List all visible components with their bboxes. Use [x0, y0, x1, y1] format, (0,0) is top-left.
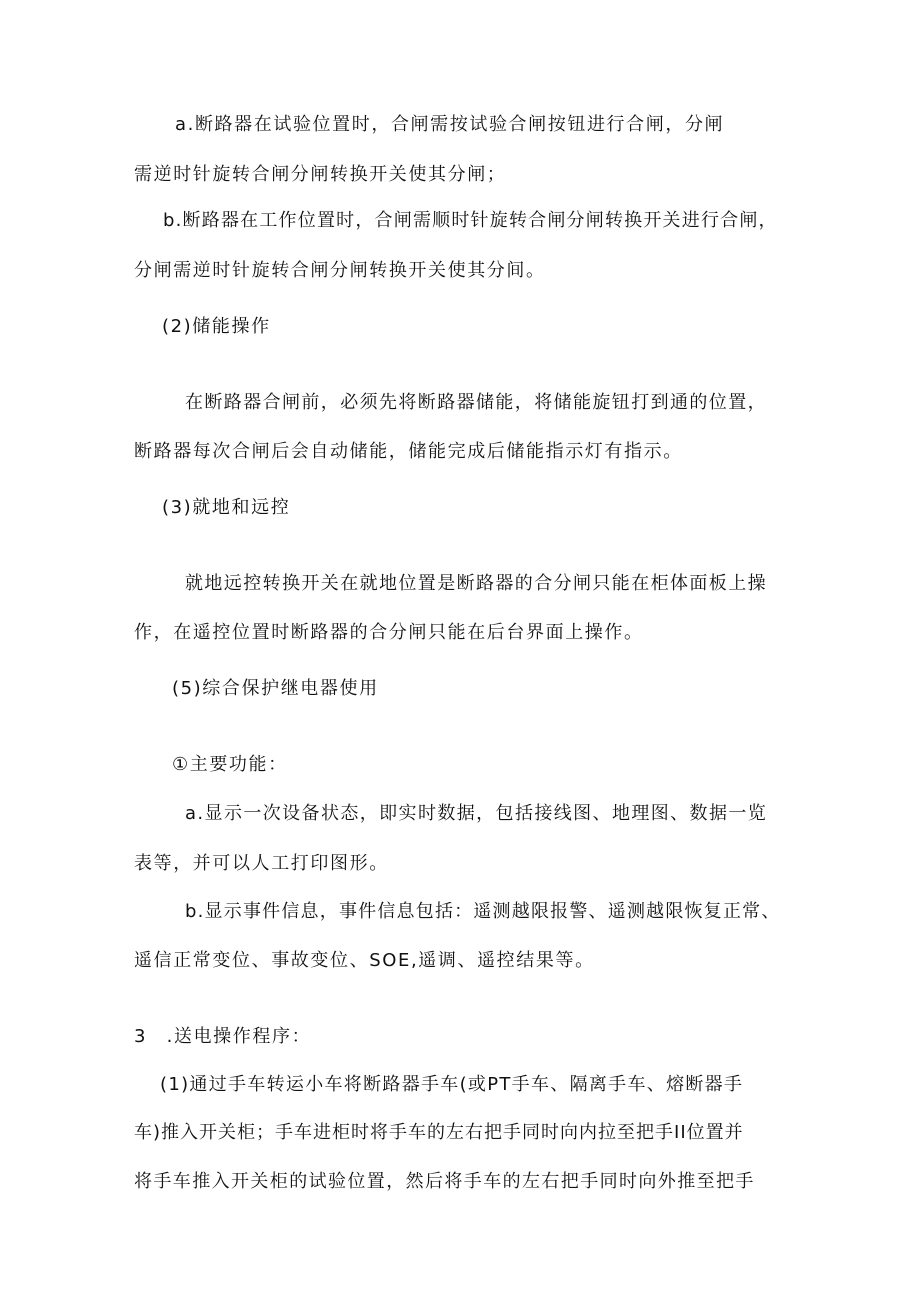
paragraph-line: a.断路器在试验位置时，合闸需按试验合闸按钮进行合闸，分闸: [175, 114, 725, 135]
section-heading: (5)综合保护继电器使用: [172, 678, 379, 699]
paragraph-line: 作，在遥控位置时断路器的合分闸只能在后台界面上操作。: [134, 622, 644, 643]
paragraph-line: 在断路器合闸前，必须先将断路器储能，将储能旋钮打到通的位置，: [185, 392, 767, 413]
paragraph-line: 车)推入开关柜；手车进柜时将手车的左右把手同时向内拉至把手II位置并: [134, 1122, 744, 1143]
section-heading: (3)就地和远控: [162, 497, 291, 518]
paragraph-line: b.断路器在工作位置时，合闸需顺时针旋转合闸分闸转换开关进行合闸，: [163, 210, 778, 231]
section-heading: (2)储能操作: [162, 316, 271, 337]
paragraph-line: 遥信正常变位、事故变位、SOE,遥调、遥控结果等。: [134, 950, 595, 971]
paragraph-line: a.显示一次设备状态，即实时数据，包括接线图、地理图、数据一览: [185, 803, 768, 824]
paragraph-line: b.显示事件信息，事件信息包括：遥测越限报警、遥测越限恢复正常、: [185, 901, 781, 922]
paragraph-line: 就地远控转换开关在就地位置是断路器的合分闸只能在柜体面板上操: [185, 573, 767, 594]
paragraph-line: 断路器每次合闸后会自动储能，储能完成后储能指示灯有指示。: [134, 441, 683, 462]
section-heading: 3 .送电操作程序：: [134, 1026, 312, 1047]
paragraph-line: (1)通过手车转运小车将断路器手车(或PT手车、隔离手车、熔断器手: [160, 1074, 744, 1095]
paragraph-line: 需逆时针旋转合闸分闸转换开关使其分闸；: [134, 164, 507, 185]
paragraph-line: 表等，并可以人工打印图形。: [134, 853, 389, 874]
paragraph-line: 分闸需逆时针旋转合闸分闸转换开关使其分间。: [134, 260, 546, 281]
subsection-heading: ①主要功能：: [172, 754, 288, 775]
paragraph-line: 将手车推入开关柜的试验位置，然后将手车的左右把手同时向外推至把手: [134, 1171, 755, 1192]
